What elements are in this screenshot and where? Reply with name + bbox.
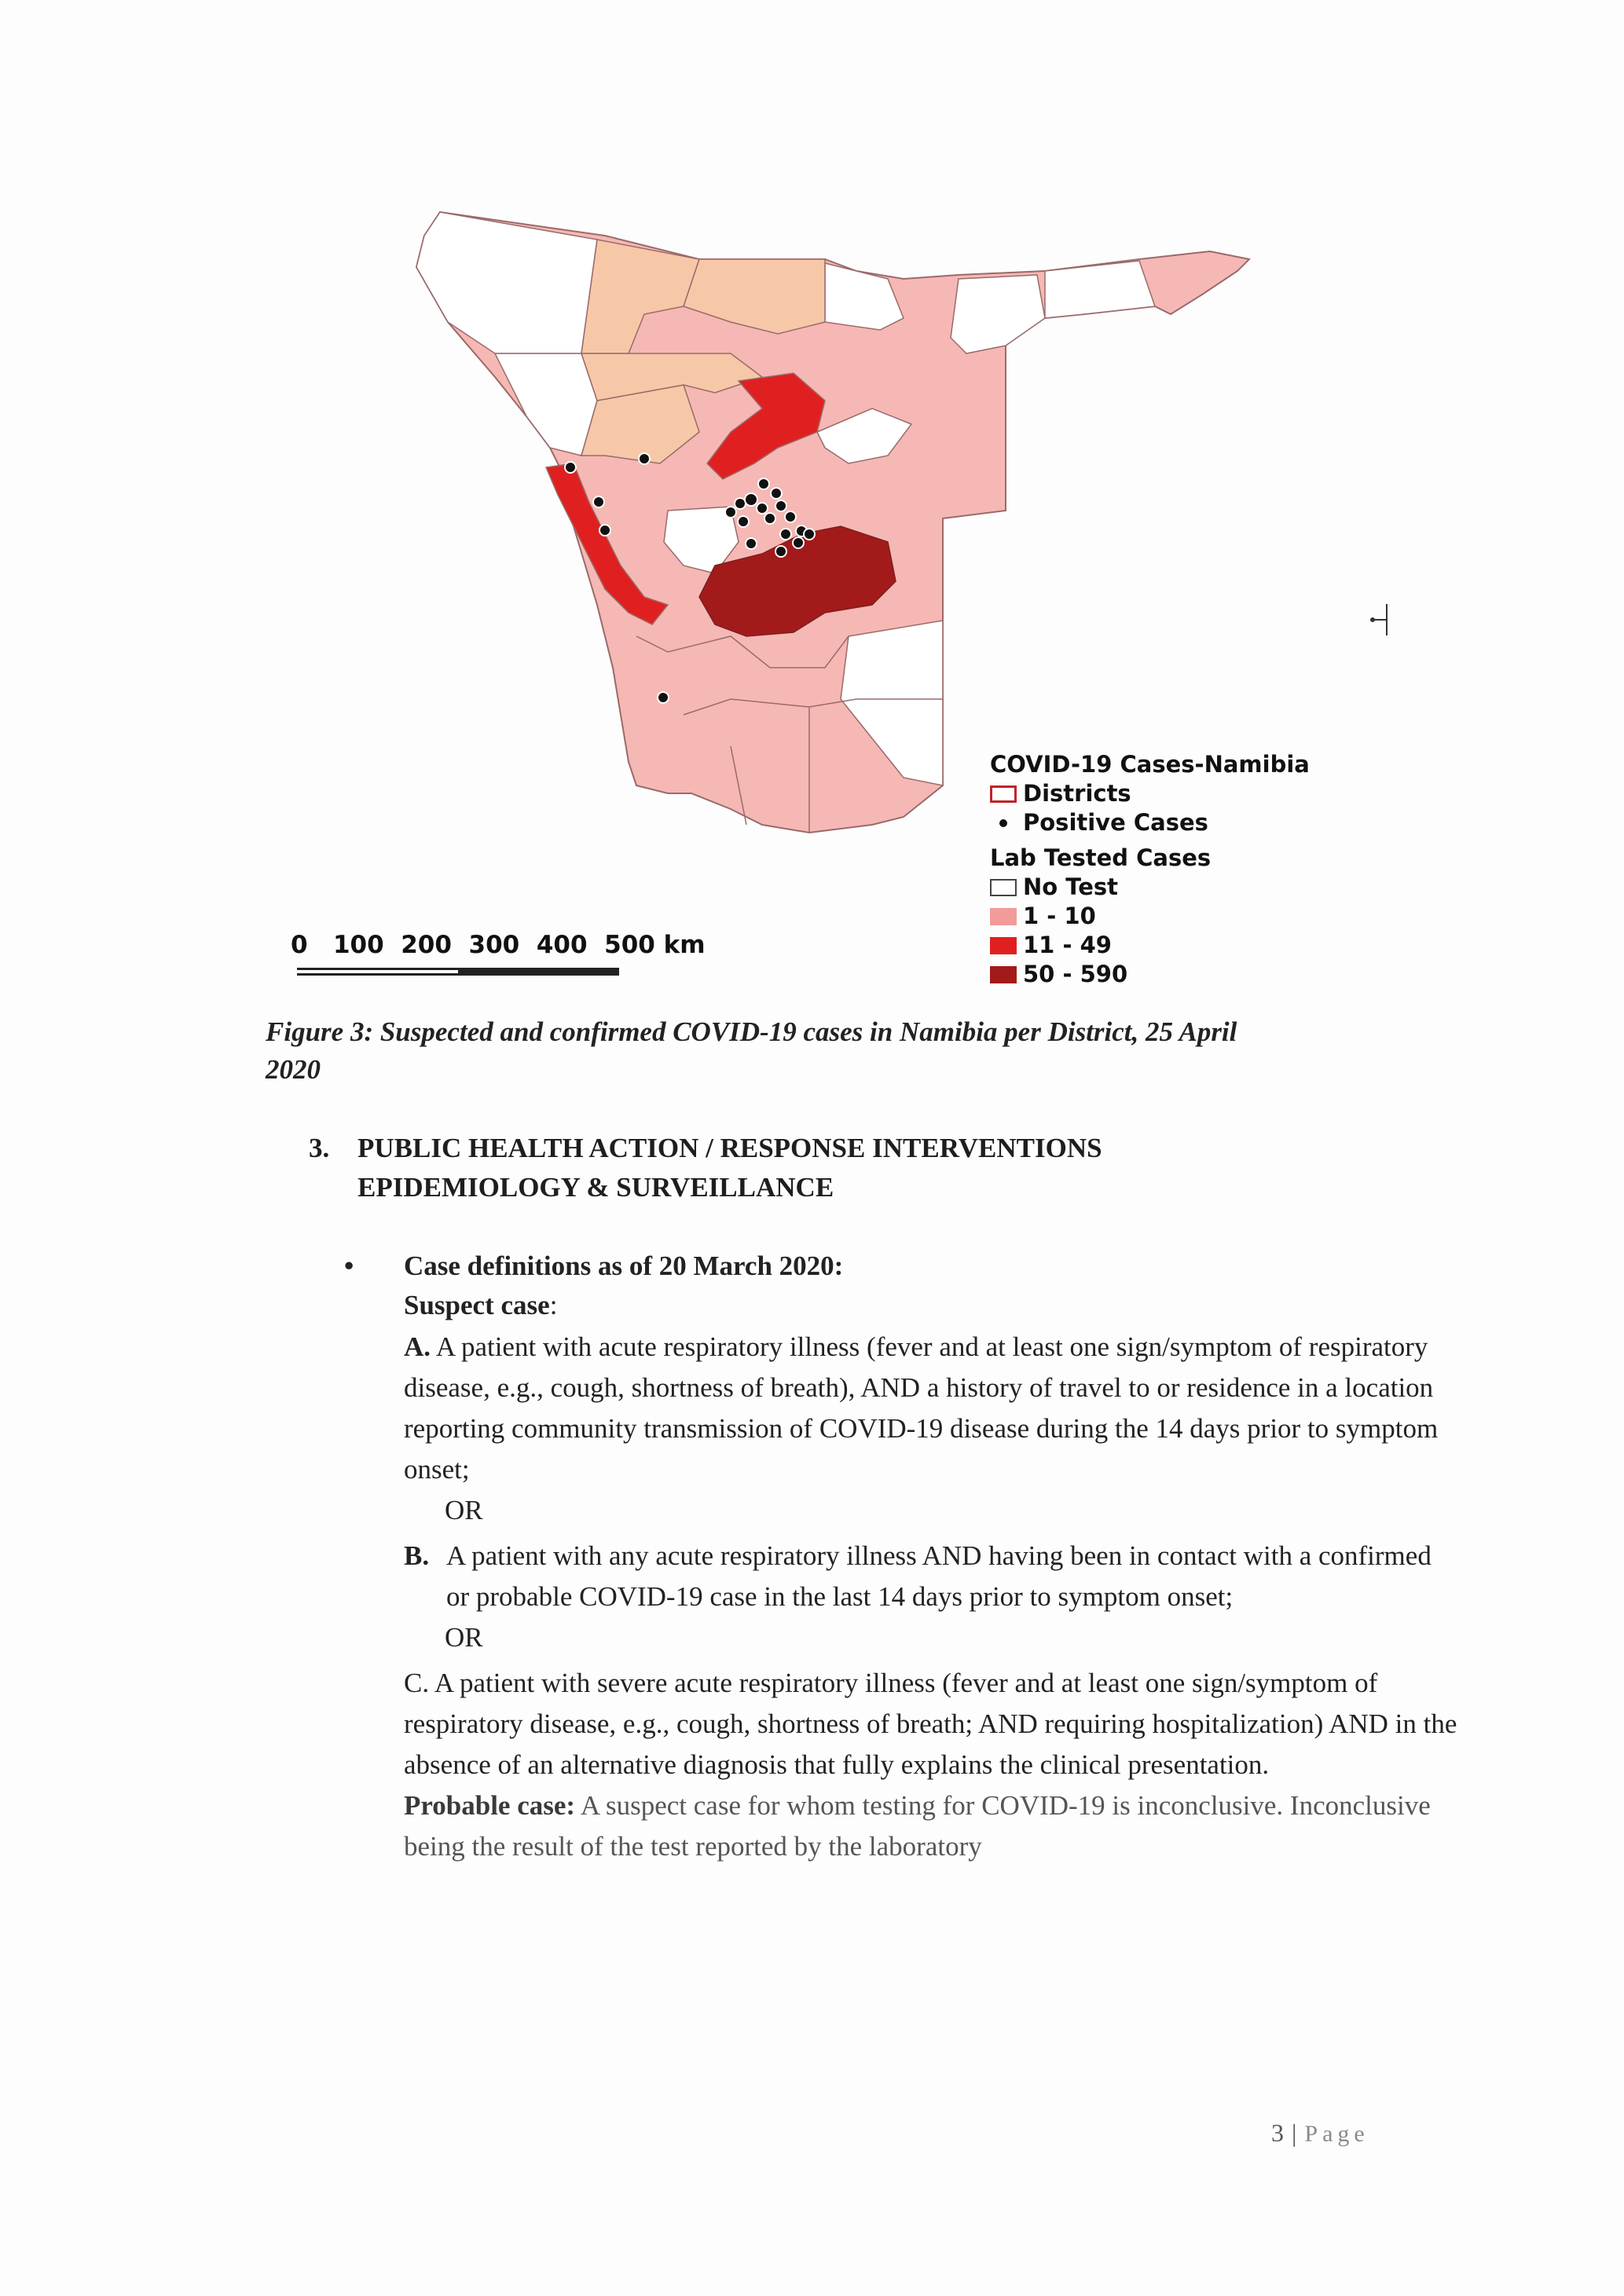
section-number: 3. — [309, 1133, 330, 1163]
map-scale-label: 0 100 200 300 400 500 km — [291, 931, 706, 959]
legend-class-label: 11 - 49 — [1023, 932, 1112, 958]
section-heading — [309, 1129, 1102, 1207]
legend-title: COVID-19 Cases-Namibia — [990, 751, 1310, 778]
class-swatch-1-10 — [990, 908, 1017, 925]
class-swatch-50-590 — [990, 966, 1017, 983]
definition-b-text: A patient with any acute respiratory illness AND having been in contact with a confirmed or probable COVID-19 case in the last 14 days prior to symptom onset; — [446, 1540, 1432, 1612]
positive-dot-icon — [999, 819, 1007, 827]
suspect-case-heading — [344, 1286, 1460, 1325]
probable-case-label: Probable case: — [404, 1790, 576, 1821]
definition-b-label: B. — [404, 1540, 430, 1571]
district-no-test — [495, 353, 597, 456]
definition-a-label: A. — [404, 1331, 431, 1362]
legend-class-row — [990, 902, 1310, 931]
bullet-icon: • — [344, 1251, 354, 1281]
suspect-case-label: Suspect case — [404, 1290, 550, 1320]
legend-class-row — [990, 873, 1310, 902]
or-separator-1: OR — [445, 1495, 483, 1525]
probable-case — [344, 1785, 1460, 1867]
definition-c: C. A patient with severe acute respiratory illness (fever and at least one sign/symptom of respiratory disease, e.g., cough, shortness of breath; AND requiring hospitalization) AND in the absence of an alternative diagnosis that fully explains the clinical presentation. — [404, 1668, 1457, 1780]
page-number: 3 — [1271, 2118, 1285, 2147]
legend-districts-label: Districts — [1023, 780, 1131, 807]
district-no-test — [951, 275, 1045, 353]
definition-a — [344, 1327, 1460, 1490]
caption-line-1: Figure 3: Suspected and confirmed COVID-19 cases in Namibia per District, 25 April — [266, 1016, 1237, 1047]
district-no-test — [1045, 261, 1155, 318]
section-title-line-2: EPIDEMIOLOGY & SURVEILLANCE — [357, 1172, 834, 1203]
class-swatch-11-49 — [990, 937, 1017, 954]
legend-class-label: 50 - 590 — [1023, 961, 1128, 987]
case-definitions — [344, 1247, 1460, 1867]
class-swatch-no-test — [990, 879, 1017, 896]
legend-class-label: No Test — [1023, 873, 1119, 900]
definition-a-text: A patient with acute respiratory illness (fever and at least one sign/symptom of respiratory disease, e.g., cough, shortness of breath), AND a history of travel to or residence in a location reporting community transmission of COVID-19 disease during the 14 days prior to symptom onset; — [404, 1331, 1439, 1485]
map-legend — [990, 750, 1310, 989]
legend-positive-row — [990, 808, 1310, 837]
figure-caption — [266, 1013, 1381, 1089]
caption-line-2: 2020 — [266, 1054, 321, 1085]
district-no-test — [825, 263, 904, 330]
district-outline-swatch — [990, 785, 1017, 803]
section-title-line-1: PUBLIC HEALTH ACTION / RESPONSE INTERVENTIONS — [357, 1133, 1102, 1163]
bullet-item — [344, 1247, 1460, 1286]
legend-class-row — [990, 931, 1310, 960]
definition-b — [344, 1536, 1460, 1617]
legend-districts-row — [990, 779, 1310, 808]
legend-lab-title: Lab Tested Cases — [990, 844, 1212, 871]
suspect-colon: : — [549, 1290, 558, 1320]
legend-class-row — [990, 960, 1310, 989]
page-footer — [1271, 2118, 1369, 2148]
map-scale-bar — [297, 968, 619, 976]
legend-class-label: 1 - 10 — [1023, 903, 1096, 929]
probable-case-text: A suspect case for whom testing for COVID-19 is inconclusive. Inconclusive being the result of the test reported by the laboratory — [404, 1790, 1431, 1862]
bullet-heading: Case definitions as of 20 March 2020: — [404, 1251, 844, 1281]
footer-separator: | — [1285, 2118, 1305, 2147]
or-separator-2: OR — [445, 1622, 483, 1653]
page-word: Page — [1304, 2121, 1369, 2147]
north-arrow-icon — [1369, 602, 1393, 637]
legend-positive-label: Positive Cases — [1023, 809, 1208, 836]
